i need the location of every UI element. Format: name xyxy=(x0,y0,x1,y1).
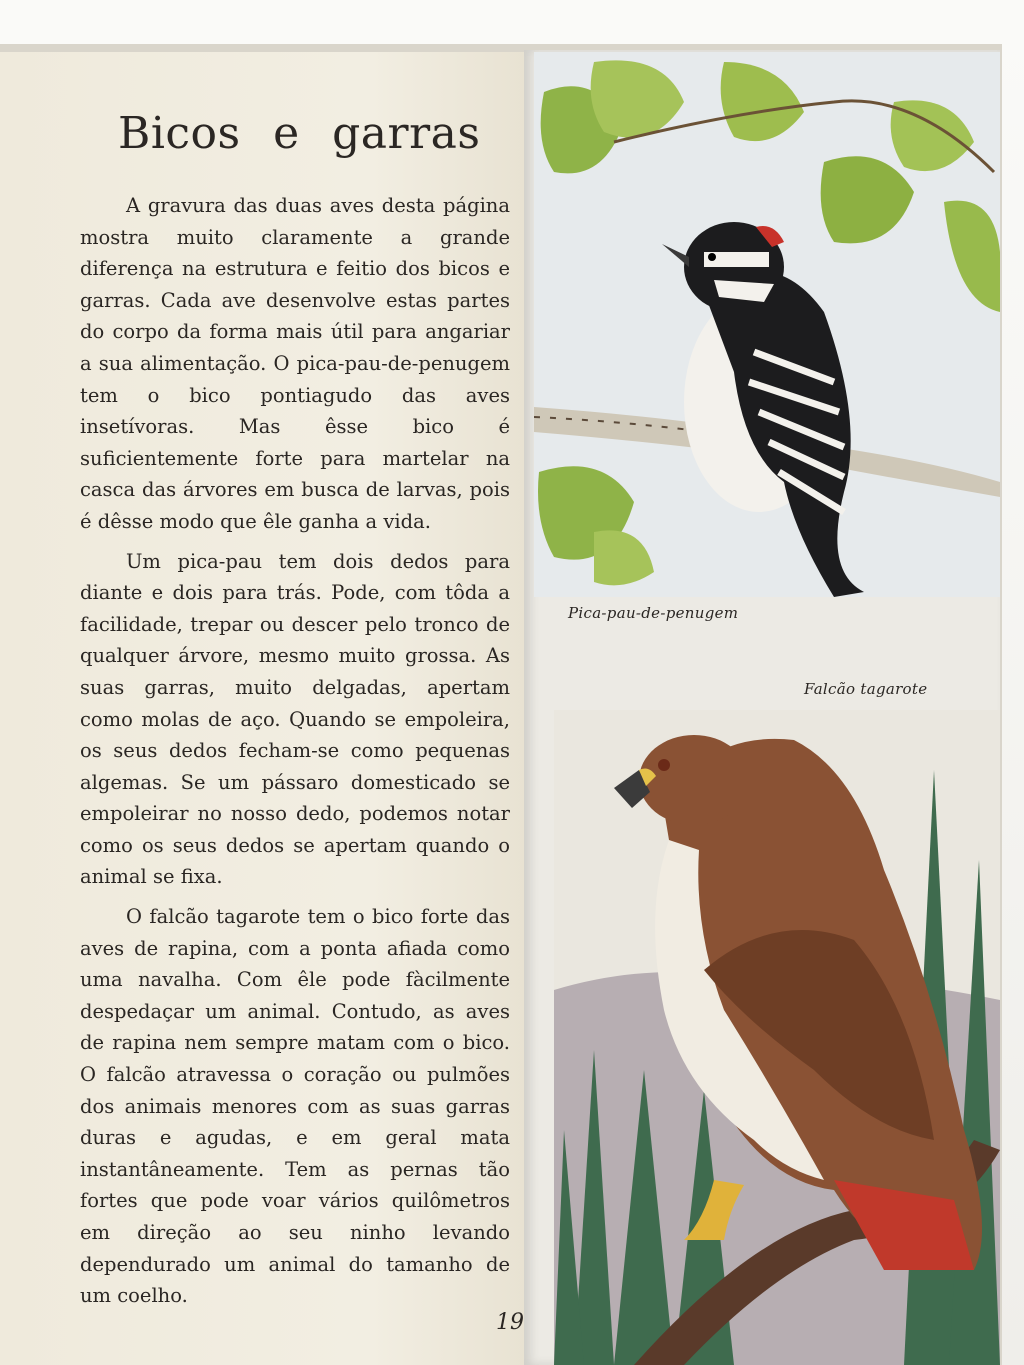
hawk-caption: Falcão tagarote xyxy=(804,680,928,698)
paragraph-2: Um pica-pau tem dois dedos para diante e dois para trás. Pode, com tôda a facilidade, trepar ou descer pelo tronco de qualquer árvore, mesmo muito grossa. As suas garras, muito delgadas, apertam como molas de aço. Quando se empoleira, os seus dedos fecham-se como pequenas algemas. Se um pássaro domesticado se empoleirar no nosso dedo, podemos notar como os seus dedos se apertam quando o animal se fixa. xyxy=(80,549,510,889)
woodpecker-illustration xyxy=(534,52,1000,597)
woodpecker-caption: Pica-pau-de-penugem xyxy=(568,604,739,622)
paragraph-1: A gravura das duas aves desta página mostra muito claramente a grande diferença na estrutura e feitio dos bicos e garras. Cada ave desenvolve estas partes do corpo da forma mais útil para angariar a sua alimentação. O pica-pau-de-penugem tem o bico pontiagudo das aves insetívoras. Mas êsse bico é suficientemente forte para martelar na casca das árvores em busca de larvas, pois é dêsse modo que êle ganha a vida. xyxy=(80,194,510,533)
page-title: Bicos e garras xyxy=(118,108,481,159)
hawk-illustration xyxy=(554,710,1000,1365)
page-number: 19 xyxy=(496,1310,524,1335)
body-text xyxy=(80,190,510,1320)
paragraph-3: O falcão tagarote tem o bico forte das aves de rapina, com a ponta afiada como uma navalha. Com êle pode fàcilmente despedaçar um animal. Contudo, as aves de rapina nem sempre matam com o bico. O falcão atravessa o coração ou pulmões dos animais menores com as suas garras duras e agudas, e em geral mata instantâneamente. Tem as pernas tão fortes que pode voar vários quilômetros em direção ao seu ninho levando dependurado um animal do tamanho de um coelho. xyxy=(80,905,510,1308)
